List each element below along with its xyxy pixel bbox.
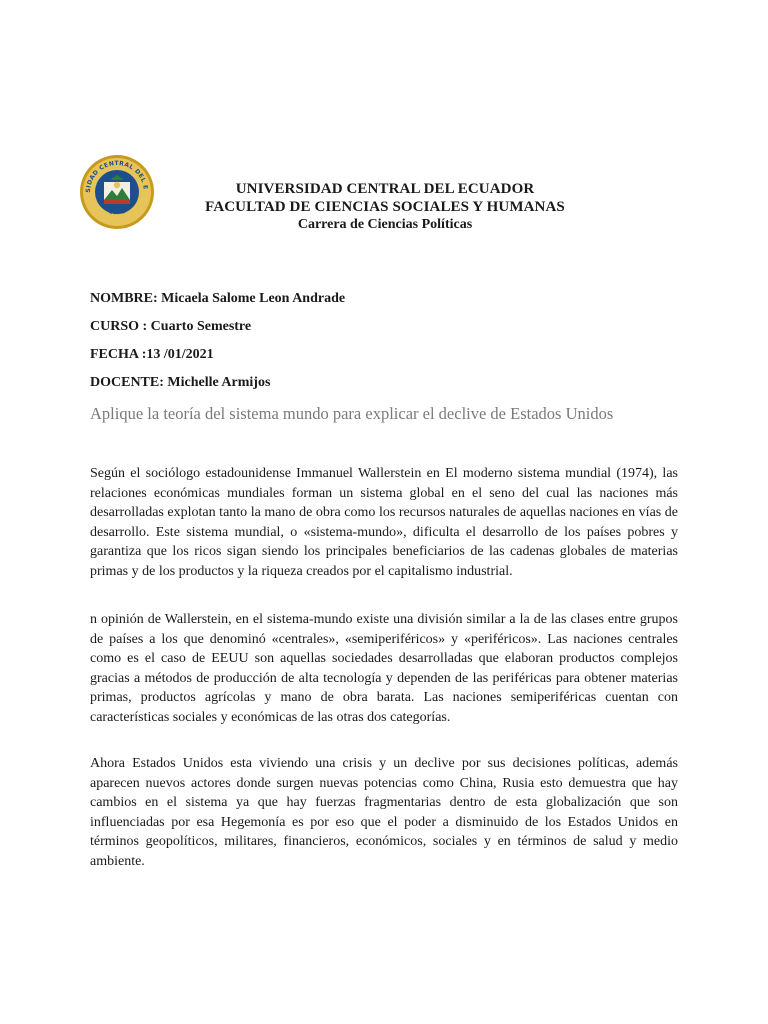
seal-ring-text: SIDAD CENTRAL DEL E bbox=[84, 159, 149, 193]
university-seal-icon bbox=[79, 154, 155, 230]
paragraph-2: n opinión de Wallerstein, en el sistema-mundo existe una división similar a la de las clases entre grupos de países a los que denominó «centrales», «semiperiféricos» y «periféricos». Las naciones centrales como es el caso de EEUU son aquellas sociedades desarrolladas que elaboran productos complejos gracias a métodos de producción de alta tecnología y dependen de las periféricas para obtener materias primas, productos agrícolas y mano de obra barata. Las naciones semiperiféricas cuentan con características sociales y económicas de las otras dos categorías. bbox=[90, 612, 678, 725]
faculty-name: FACULTAD DE CIENCIAS SOCIALES Y HUMANAS bbox=[205, 199, 565, 215]
assignment-title: Aplique la teoría del sistema mundo para explicar el declive de Estados Unidos bbox=[90, 404, 614, 423]
date: FECHA :13 /01/2021 bbox=[90, 347, 214, 362]
student-name: NOMBRE: Micaela Salome Leon Andrade bbox=[90, 291, 346, 306]
teacher: DOCENTE: Michelle Armijos bbox=[90, 375, 271, 390]
paragraph-1: Según el sociólogo estadounidense Immanuel Wallerstein en El moderno sistema mundial (1974), las relaciones económicas mundiales forman un sistema global en el seno del cual las naciones más desarrolladas explotan tanto la mano de obra como los recursos naturales de aquellas naciones en vías de desarrollo. Este sistema mundial, o «sistema-mundo», dificulta el desarrollo de los países pobres y garantiza que los ricos sigan siendo los principales beneficiarios de las cadenas globales de materias primas y de los productos y la riqueza creados por el capitalismo industrial. bbox=[90, 466, 678, 579]
course: CURSO : Cuarto Semestre bbox=[90, 319, 252, 334]
paragraph-3: Ahora Estados Unidos esta viviendo una crisis y un declive por sus decisiones políticas, además aparecen nuevos actores donde surgen nuevas potencias como China, Rusia esto demuestra que hay cambios en el sistema ya que hay fuerzas fragmentarias dentro de esta globalización que son influenciadas por esa Hegemonía es por eso que el poder a disminuido de los Estados Unidos en términos geopolíticos, militares, financieros, económicos, sociales y en términos de salud y medio ambiente. bbox=[90, 756, 678, 869]
institution-header bbox=[175, 180, 595, 234]
seal-city-text: QUITO bbox=[107, 208, 127, 217]
university-name: UNIVERSIDAD CENTRAL DEL ECUADOR bbox=[235, 181, 535, 197]
career-name: Carrera de Ciencias Políticas bbox=[297, 217, 473, 232]
